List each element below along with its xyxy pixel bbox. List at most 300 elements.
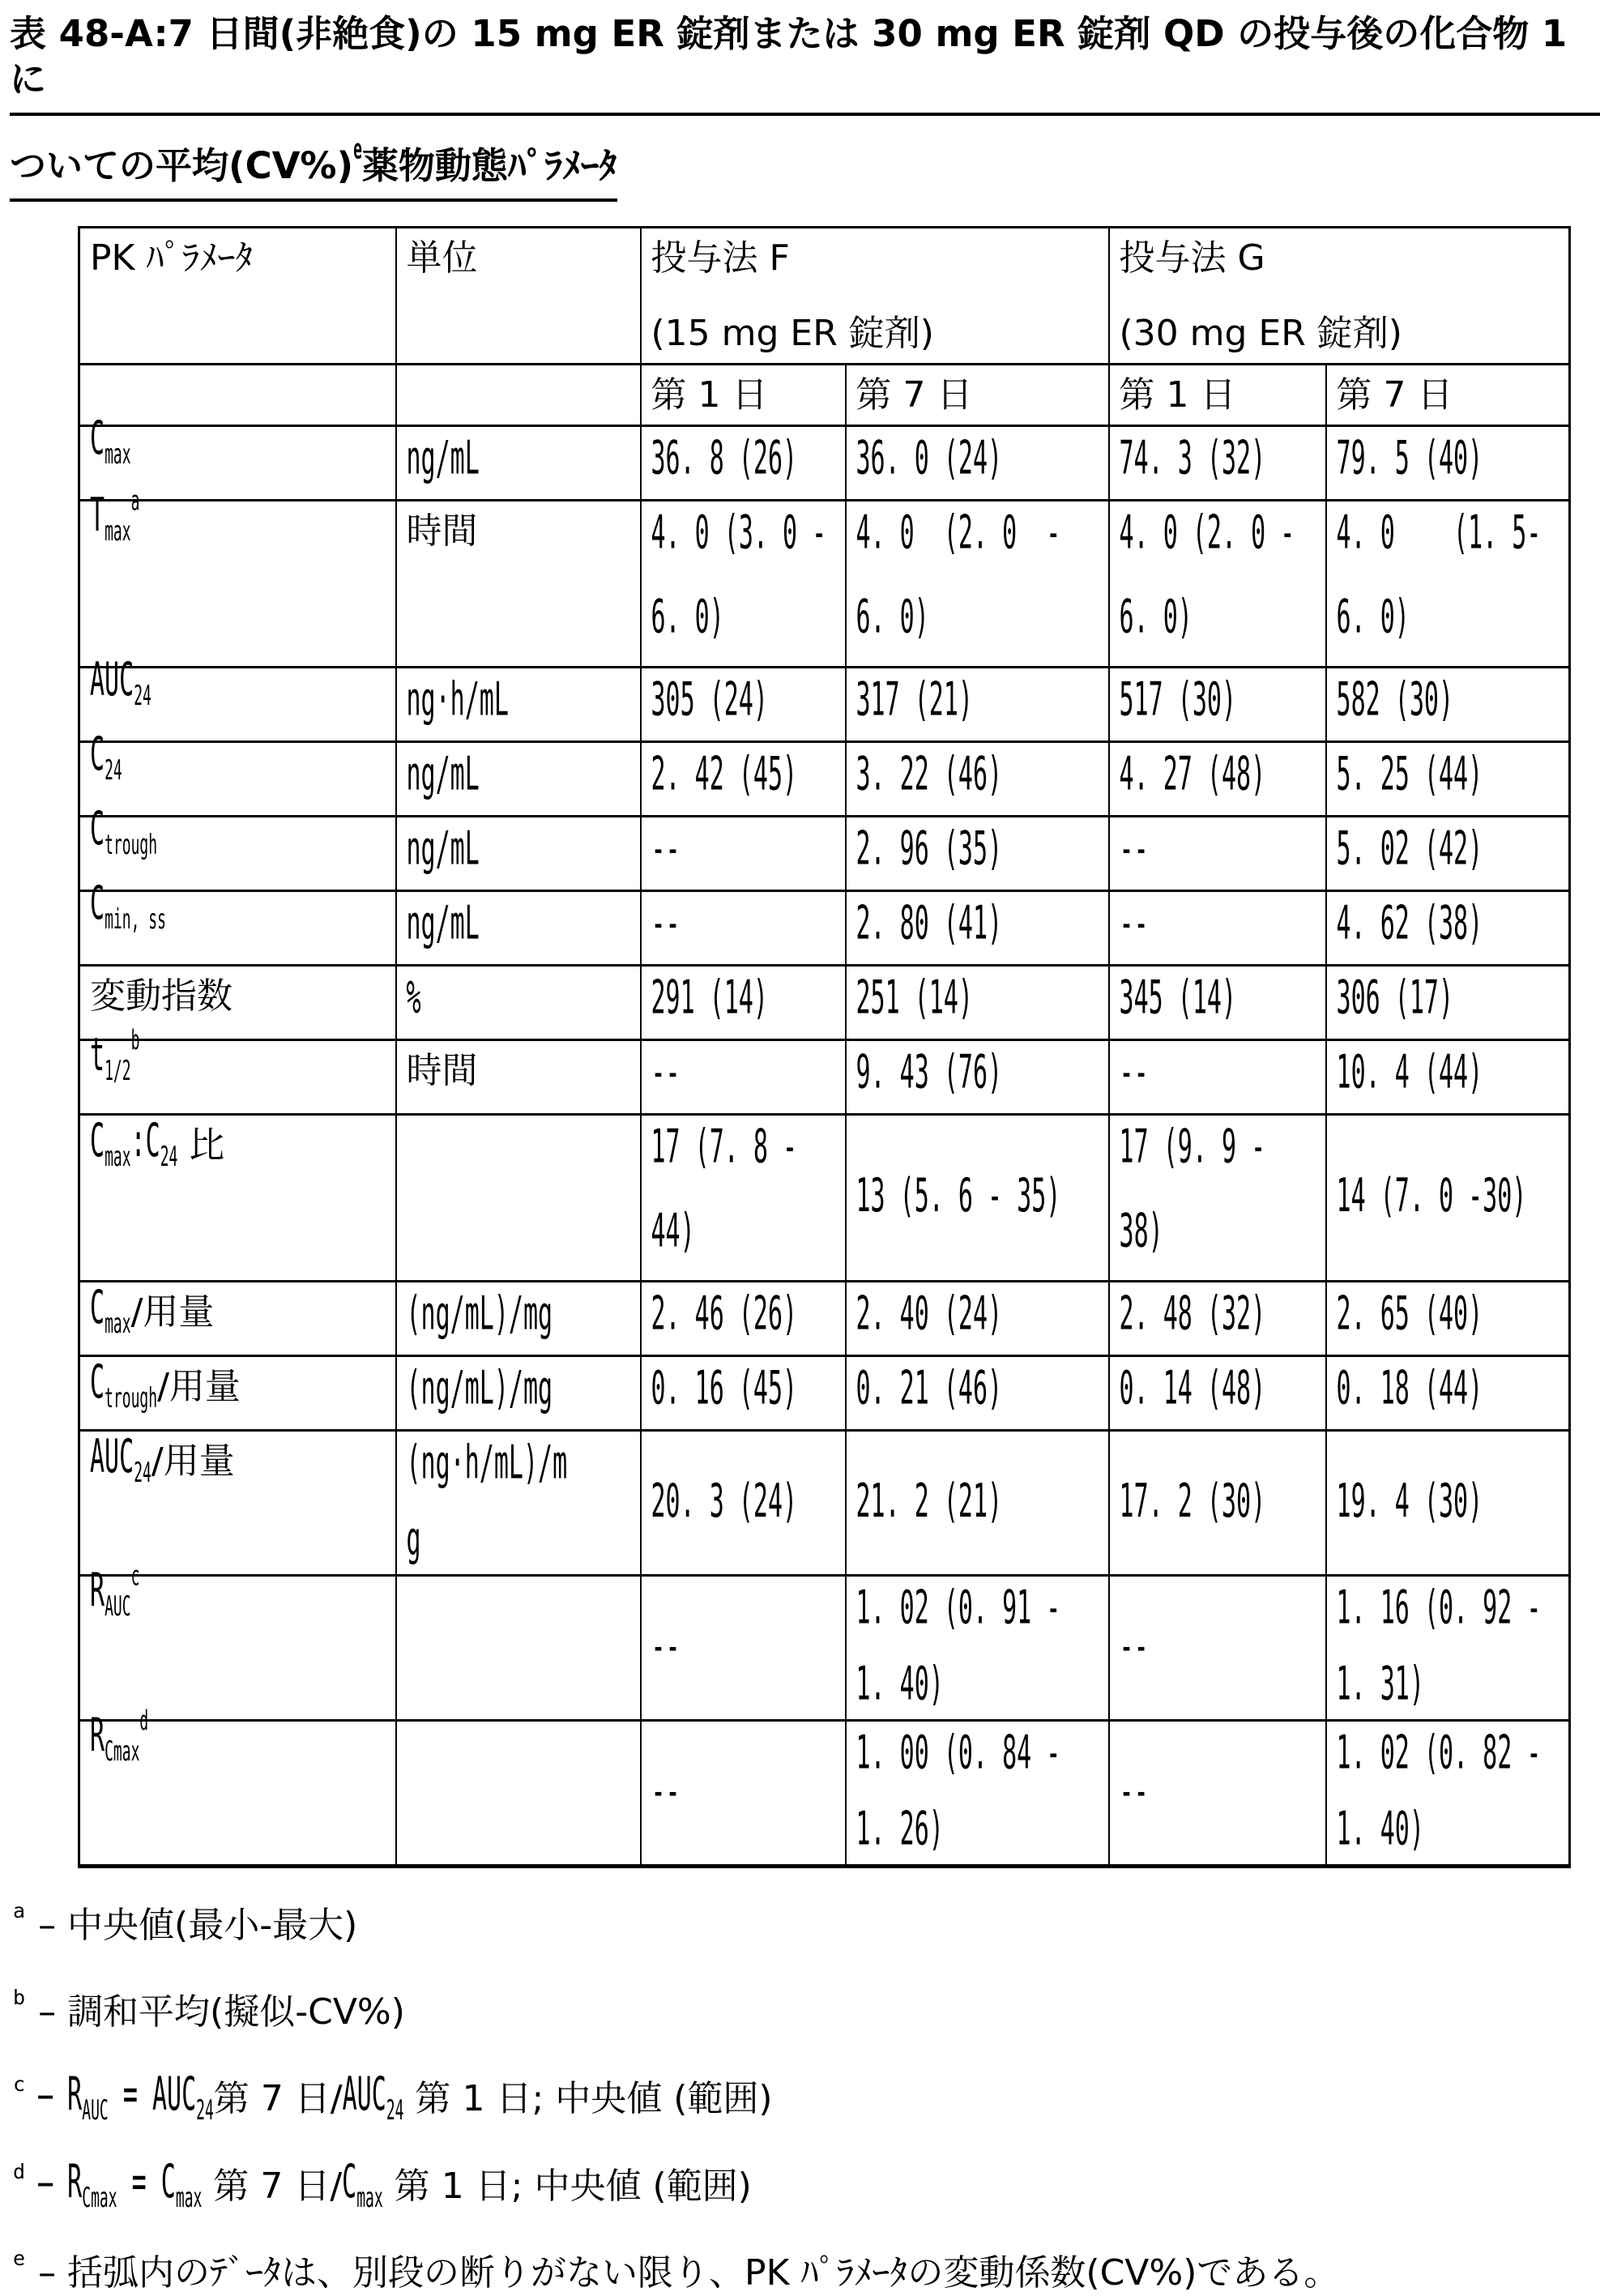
- value-text: [856, 1659, 944, 1713]
- line: [855, 506, 1099, 561]
- row-label: R: [90, 1564, 105, 1619]
- value-text: [651, 1122, 835, 1260]
- cell-label-14: [79, 1705, 396, 1866]
- line: [1336, 1726, 1559, 1781]
- cell-g-day1-row-2: [1109, 500, 1326, 667]
- header-cell-g-day1: [1109, 364, 1326, 425]
- footnote-text: 第 1 日; 中央値 (範囲): [382, 2165, 752, 2207]
- header-label: 第 1 日: [1119, 373, 1236, 416]
- value-text: 0. 16 (45): [651, 1362, 798, 1416]
- value-text: 517 (30): [1119, 673, 1237, 728]
- value-text: [856, 1583, 1099, 1713]
- cell-f-day1-row-5: [641, 816, 846, 890]
- header-label: PK ﾊﾟﾗﾒｰﾀ: [90, 237, 254, 279]
- cell-g-day1-row-5: [1109, 816, 1326, 890]
- value-text: [1337, 433, 1483, 487]
- value-text: 251 (14): [855, 971, 973, 1026]
- value-text: 2. 40 (24): [855, 1287, 1003, 1342]
- table-row-10: [79, 1281, 1570, 1355]
- unit-text: ng/mL: [406, 897, 480, 951]
- unit-text: ng/mL: [406, 822, 480, 877]
- value-text: [1120, 1766, 1149, 1820]
- value-text: [651, 1476, 798, 1530]
- value-text: [1120, 1621, 1149, 1675]
- value-text: [1337, 1048, 1483, 1101]
- table-row-5: [79, 816, 1570, 890]
- footnote-a: [11, 1896, 1600, 1948]
- table-row-1: [79, 425, 1570, 500]
- row-label: C: [90, 1114, 105, 1168]
- row-label: 変動指数: [90, 975, 233, 1017]
- unit-text: [407, 1514, 421, 1568]
- value-text: [651, 1048, 681, 1101]
- row-label: [90, 878, 166, 937]
- value-text: [1120, 898, 1149, 952]
- line: [1336, 506, 1559, 561]
- line: [1336, 1803, 1559, 1858]
- cell-f-day7-row-10: [846, 1281, 1109, 1355]
- cell-g-day7-row-1: [1326, 425, 1570, 500]
- unit-text: [407, 749, 480, 803]
- cell-f-day1-row-6: [641, 890, 846, 965]
- line: [651, 235, 1099, 281]
- header-cell-regimen-g: [1109, 227, 1570, 364]
- footnote-marker: b: [13, 1986, 26, 2010]
- unit-text: [407, 973, 421, 1026]
- cell-unit-5: [396, 816, 641, 890]
- value-text: [856, 1289, 1003, 1342]
- row-label: C: [90, 877, 105, 931]
- cell-f-day1-row-1: [641, 425, 846, 500]
- value-text: 2. 42 (45): [651, 748, 798, 802]
- cell-f-day1-row-14: [641, 1720, 846, 1866]
- value-text: 6. 0): [1336, 591, 1410, 645]
- cell-f-day7-row-2: [846, 500, 1109, 667]
- cell-g-day1-row-11: [1109, 1355, 1326, 1430]
- value-text: [1120, 592, 1193, 646]
- row-label: /用量: [151, 1440, 235, 1482]
- value-text: 4. 0 (2. 0 -: [1119, 506, 1295, 561]
- value-text: 6. 0): [1119, 591, 1193, 645]
- title-line-2-text: ついての平均(CV%): [10, 143, 354, 187]
- header-cell-regimen-f: [641, 227, 1109, 364]
- cell-f-day7-row-9: [846, 1114, 1109, 1281]
- footnote-text: Cmax: [82, 2181, 117, 2214]
- unit-text: (ng·h/mL)/m: [406, 1436, 568, 1491]
- table-row-3: [79, 667, 1570, 741]
- cell-g-day7-row-6: [1326, 890, 1570, 965]
- value-text: --: [651, 1765, 681, 1819]
- row-label: 24: [134, 1457, 151, 1490]
- value-text: [1337, 749, 1483, 803]
- row-label: t: [90, 1028, 105, 1083]
- value-text: [1337, 508, 1542, 561]
- cell-f-day1-row-11: [641, 1355, 846, 1430]
- footnote-text: AUC: [82, 2094, 109, 2127]
- line: [651, 506, 835, 561]
- row-label: C: [90, 802, 105, 856]
- value-text: 36. 0 (24): [855, 432, 1003, 486]
- value-text: [651, 749, 798, 803]
- footnote-text: [342, 2154, 383, 2215]
- cell-g-day7-row-7: [1326, 965, 1570, 1039]
- value-text: [651, 1206, 695, 1260]
- cell-g-day1-row-10: [1109, 1281, 1326, 1355]
- unit-text: %: [406, 971, 421, 1026]
- value-text: [1337, 1659, 1424, 1713]
- row-label: trough: [105, 1382, 158, 1415]
- cell-label-10: [79, 1281, 396, 1355]
- value-text: [1120, 824, 1149, 877]
- footnote-text: max: [175, 2181, 203, 2214]
- unit-text: (ng/mL)/mg: [406, 1362, 553, 1416]
- line: [651, 591, 835, 646]
- cell-label-9: [79, 1114, 396, 1281]
- cell-f-day7-row-7: [846, 965, 1109, 1039]
- row-label: C: [90, 1281, 105, 1335]
- value-text: 0. 18 (44): [1336, 1362, 1483, 1416]
- value-text: 5. 25 (44): [1336, 748, 1483, 802]
- value-text: 2. 65 (40): [1336, 1287, 1483, 1342]
- row-label: /用量: [157, 1365, 241, 1407]
- value-text: 1. 02 (0. 82 -: [1336, 1726, 1542, 1781]
- row-label: [90, 1116, 177, 1174]
- row-label: C: [90, 412, 105, 466]
- footnote-text: – 括弧内のﾃﾞｰﾀは、別段の断りがない限り、PK ﾊﾟﾗﾒｰﾀの変動係数(CV%)である。: [38, 2251, 1340, 2294]
- row-label: c: [130, 1560, 140, 1593]
- value-text: [1337, 1804, 1424, 1858]
- value-text: [1120, 675, 1237, 728]
- cell-label-2: [79, 484, 396, 667]
- value-text: [1120, 749, 1266, 803]
- cell-f-day7-row-3: [846, 667, 1109, 741]
- row-label: 24: [160, 1141, 178, 1174]
- row-label: max: [105, 1141, 131, 1174]
- cell-unit-7: [396, 965, 641, 1039]
- value-text: [856, 824, 1003, 877]
- header-label: 第 1 日: [651, 373, 768, 416]
- row-label: [90, 1432, 151, 1490]
- line: [1119, 1205, 1316, 1260]
- row-label: AUC: [90, 653, 134, 707]
- value-text: 1. 26): [855, 1803, 944, 1857]
- cell-f-day1-row-3: [641, 667, 846, 741]
- cell-f-day1-row-8: [641, 1039, 846, 1114]
- cell-g-day1-row-13: [1109, 1575, 1326, 1720]
- row-label: [90, 1707, 148, 1769]
- value-text: 582 (30): [1336, 673, 1454, 728]
- row-label: [90, 1357, 157, 1415]
- value-text: 20. 3 (24): [651, 1474, 798, 1529]
- cell-label-3: [79, 653, 396, 741]
- value-text: 2. 46 (26): [651, 1287, 798, 1342]
- footnote-text: – 調和平均(擬似-CV%): [38, 1991, 405, 2034]
- value-text: 36. 8 (26): [651, 432, 798, 486]
- row-label: a: [130, 484, 140, 518]
- value-text: [856, 1728, 1099, 1858]
- cell-g-day7-row-3: [1326, 667, 1570, 741]
- cell-f-day7-row-4: [846, 741, 1109, 816]
- title-line-2-text: e: [353, 134, 362, 167]
- value-text: [1120, 1122, 1266, 1176]
- unit-text: ng/mL: [406, 432, 480, 486]
- row-label: 24: [134, 680, 151, 713]
- row-label: 比: [177, 1124, 225, 1166]
- cell-unit-8: [396, 1039, 641, 1114]
- table-body: [79, 227, 1570, 1866]
- cell-g-day7-row-5: [1326, 816, 1570, 890]
- value-text: 2. 48 (32): [1119, 1287, 1266, 1342]
- table-row-9: [79, 1114, 1570, 1281]
- footnote-text: – 中央値(最小-最大): [38, 1904, 358, 1946]
- value-text: 79. 5 (40): [1336, 432, 1483, 486]
- value-text: 17. 2 (30): [1119, 1474, 1266, 1529]
- cell-unit-2: [396, 500, 641, 667]
- value-text: 1. 16 (0. 92 -: [1336, 1581, 1542, 1636]
- value-text: [651, 1122, 798, 1176]
- value-text: [856, 1804, 944, 1858]
- header-label: 投与法 G: [1119, 237, 1265, 279]
- value-text: 38): [1119, 1205, 1163, 1259]
- unit-text: [407, 824, 480, 877]
- value-text: [856, 749, 1003, 803]
- cell-f-day7-row-13: [846, 1575, 1109, 1720]
- cell-g-day1-row-14: [1109, 1720, 1326, 1866]
- value-text: [856, 592, 929, 646]
- unit-text: 時間: [406, 510, 478, 552]
- value-text: [856, 508, 1061, 561]
- cell-f-day1-row-4: [641, 741, 846, 816]
- value-text: 5. 02 (42): [1336, 822, 1483, 877]
- value-text: [856, 675, 974, 728]
- value-text: [1120, 1048, 1149, 1101]
- title-line-1: [10, 11, 1600, 116]
- cell-g-day7-row-12: [1326, 1430, 1570, 1575]
- cell-g-day7-row-4: [1326, 741, 1570, 816]
- row-label: R: [90, 1709, 105, 1764]
- cell-label-8: [79, 1024, 396, 1114]
- table-row-4: [79, 741, 1570, 816]
- value-text: [651, 1364, 798, 1417]
- value-text: 4. 27 (48): [1119, 748, 1266, 802]
- unit-text: (ng/mL)/mg: [406, 1287, 553, 1342]
- value-text: 14 (7. 0 -30): [1336, 1169, 1527, 1224]
- value-text: [1337, 824, 1483, 877]
- value-text: [1337, 1364, 1483, 1417]
- row-label: AUC: [90, 1430, 134, 1484]
- unit-text: [407, 1438, 630, 1568]
- cell-f-day1-row-10: [641, 1281, 846, 1355]
- unit-text: g: [406, 1513, 421, 1567]
- cell-g-day1-row-1: [1109, 425, 1326, 500]
- row-label: C: [90, 1355, 105, 1410]
- value-text: 17 (7. 8 -: [651, 1120, 798, 1175]
- value-text: 306 (17): [1336, 971, 1454, 1026]
- unit-text: 時間: [406, 1049, 478, 1091]
- title-line-2-text: [353, 135, 362, 192]
- pk-parameters-table: [78, 226, 1571, 1868]
- value-text: [651, 592, 724, 646]
- header-label: 第 7 日: [855, 373, 973, 416]
- row-label: Cmax: [105, 1735, 140, 1769]
- cell-g-day7-row-8: [1326, 1039, 1570, 1114]
- value-text: [1120, 1122, 1316, 1260]
- value-text: 1. 00 (0. 84 -: [855, 1726, 1061, 1781]
- cell-unit-6: [396, 890, 641, 965]
- value-text: [651, 1766, 681, 1820]
- cell-g-day1-row-6: [1109, 890, 1326, 965]
- table-row-2: [79, 500, 1570, 667]
- value-text: 2. 80 (41): [855, 897, 1003, 951]
- cell-f-day7-row-12: [846, 1430, 1109, 1575]
- cell-label-11: [79, 1355, 396, 1430]
- value-text: 4. 0 (1. 5-: [1336, 506, 1542, 561]
- row-label: [90, 1562, 139, 1624]
- value-text: [651, 433, 798, 487]
- value-text: 291 (14): [651, 971, 768, 1026]
- value-text: [1120, 973, 1237, 1026]
- value-text: 0. 14 (48): [1119, 1362, 1266, 1416]
- line: [855, 1803, 1099, 1858]
- header-cell-empty-unit: [396, 364, 641, 425]
- footnote-text: 24: [386, 2094, 404, 2127]
- header-label: 投与法 F: [651, 237, 790, 279]
- header-label: 単位: [406, 237, 478, 279]
- row-label: 24: [105, 754, 122, 787]
- line: [855, 1581, 1099, 1636]
- cell-unit-13: [396, 1575, 641, 1720]
- line: [406, 1513, 630, 1568]
- cell-f-day1-row-2: [641, 500, 846, 667]
- row-label: max: [105, 1308, 131, 1341]
- value-text: [1120, 508, 1316, 646]
- value-text: 74. 3 (32): [1119, 432, 1266, 486]
- table-row-14: [79, 1720, 1570, 1866]
- cell-g-day1-row-9: [1109, 1114, 1326, 1281]
- table-title: [10, 11, 1600, 202]
- row-label: [90, 484, 140, 549]
- header-label: (15 mg ER 錠剤): [651, 312, 934, 354]
- value-text: [1337, 1289, 1483, 1342]
- header-cell-g-day7: [1326, 364, 1570, 425]
- value-text: 1. 40): [855, 1658, 944, 1712]
- unit-text: ng/mL: [406, 748, 480, 802]
- line: [651, 1120, 835, 1175]
- value-text: [651, 508, 835, 646]
- title-line-2-text: 薬物動態ﾊﾟﾗﾒｰﾀ: [361, 143, 617, 187]
- footnote-marker: e: [13, 2246, 26, 2270]
- cell-unit-12: [396, 1430, 641, 1575]
- value-text: --: [651, 1046, 681, 1100]
- value-text: 6. 0): [651, 591, 724, 645]
- cell-unit-1: [396, 425, 641, 500]
- value-text: [1337, 898, 1483, 952]
- header-row-2: [79, 364, 1570, 425]
- value-text: 9. 43 (76): [855, 1046, 1003, 1100]
- value-text: 10. 4 (44): [1336, 1046, 1483, 1100]
- value-text: [1337, 1583, 1542, 1637]
- value-text: [856, 1728, 1061, 1782]
- line: [1336, 591, 1559, 646]
- row-label: trough: [105, 829, 158, 862]
- value-text: [856, 508, 1099, 646]
- row-label: [90, 1026, 139, 1089]
- value-text: 0. 21 (46): [855, 1362, 1003, 1416]
- value-text: 21. 2 (21): [855, 1474, 1003, 1529]
- cell-f-day1-row-13: [641, 1575, 846, 1720]
- value-text: [856, 1476, 1003, 1530]
- row-label: AUC: [105, 1590, 131, 1624]
- value-text: [1337, 1583, 1559, 1713]
- unit-text: [407, 433, 480, 487]
- value-text: [856, 973, 974, 1026]
- row-label: [90, 413, 131, 472]
- unit-text: [407, 1289, 553, 1342]
- cell-f-day7-row-1: [846, 425, 1109, 500]
- footnote-text: C: [160, 2154, 176, 2209]
- footnote-text: 第 7 日/: [202, 2165, 343, 2207]
- cell-f-day1-row-7: [641, 965, 846, 1039]
- value-text: 4. 0 (2. 0 -: [855, 506, 1061, 561]
- row-label: min, ss: [105, 903, 166, 937]
- value-text: 4. 0 (3. 0 -: [651, 506, 827, 561]
- value-text: [856, 433, 1003, 487]
- footnote-marker: a: [13, 1898, 26, 1923]
- value-text: [1337, 1476, 1483, 1530]
- value-text: [651, 898, 681, 952]
- value-text: [1337, 1171, 1527, 1225]
- row-label: T: [90, 489, 105, 544]
- header-label: [651, 235, 1099, 356]
- value-text: --: [651, 822, 681, 877]
- value-text: [1337, 1728, 1559, 1858]
- value-text: [651, 824, 681, 877]
- cell-unit-14: [396, 1720, 641, 1866]
- value-text: 13 (5. 6 - 35): [855, 1169, 1061, 1224]
- header-cell-f-day1: [641, 364, 846, 425]
- header-label: [1120, 235, 1559, 356]
- cell-unit-3: [396, 667, 641, 741]
- value-text: 1. 02 (0. 91 -: [855, 1581, 1061, 1636]
- value-text: [651, 973, 769, 1026]
- value-text: [1120, 433, 1266, 487]
- row-label: C: [90, 728, 105, 782]
- line: [1119, 1120, 1316, 1175]
- header-label: 第 7 日: [1336, 373, 1453, 416]
- cell-f-day7-row-5: [846, 816, 1109, 890]
- line: [406, 1436, 630, 1491]
- cell-g-day7-row-11: [1326, 1355, 1570, 1430]
- line: [651, 310, 1099, 356]
- value-text: 4. 62 (38): [1336, 897, 1483, 951]
- line: [1119, 591, 1316, 646]
- value-text: [856, 1171, 1061, 1225]
- line: [651, 1205, 835, 1260]
- footnote-text: – R: [38, 2068, 83, 2123]
- row-label: d: [139, 1705, 149, 1738]
- cell-g-day7-row-9: [1326, 1114, 1570, 1281]
- value-text: [651, 508, 827, 561]
- row-label: [90, 729, 122, 787]
- footnotes-section: [11, 1896, 1600, 2296]
- title-line-2-wrap: [10, 134, 1600, 202]
- footnote-d: [11, 2154, 1600, 2214]
- value-text: [1120, 1206, 1163, 1260]
- footnote-marker: c: [13, 2072, 26, 2097]
- cell-f-day7-row-14: [846, 1720, 1109, 1866]
- title-line-1-text: 表 48-A:7 日間(非絶食)の 15 mg ER 錠剤または 30 mg ER 錠剤 QD の投与後の化合物 1 に: [10, 12, 1580, 101]
- row-label: [90, 1282, 131, 1341]
